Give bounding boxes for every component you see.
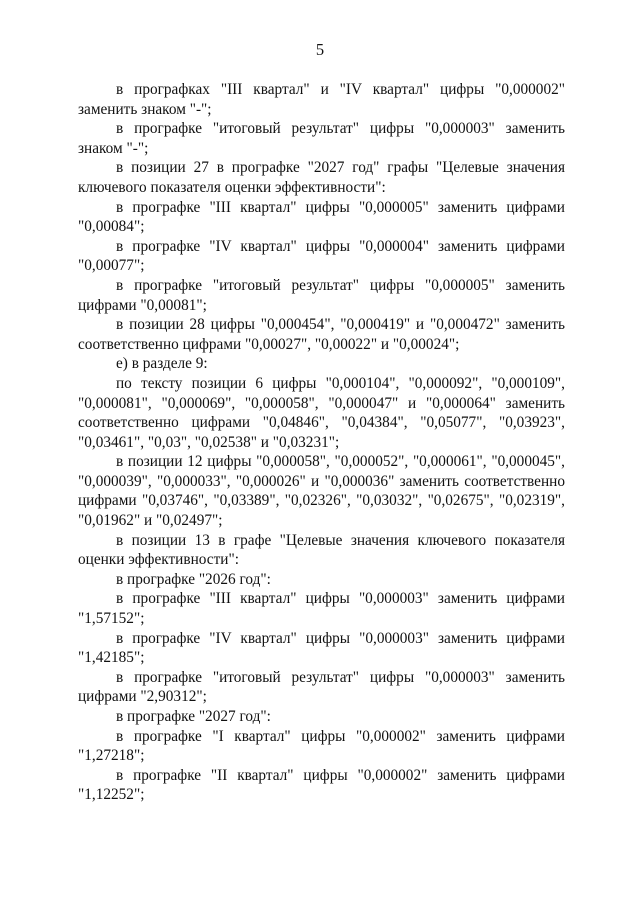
paragraph: в прографке "2026 год":	[116, 570, 271, 588]
paragraph: в прографке "IV квартал" цифры "0,000004" заменить цифрами "0,00077";	[78, 237, 565, 275]
paragraph: в позиции 12 цифры "0,000058", "0,000052", "0,000061", "0,000045", "0,000039", "0,000033", "0,000026" и "0,000036" заменить соответственно цифрами "0,03746", "0,03389", "0,02326", "0,03032", "0,02675", "0,02319", "0,01962" и "0,02497";	[78, 453, 565, 530]
paragraph: в прографке "2027 год":	[116, 708, 271, 725]
paragraph: в прографке "IV квартал" цифры "0,000003" заменить цифрами "1,42185";	[78, 629, 565, 667]
document-body	[78, 80, 565, 805]
paragraph: в позиции 13 в графе "Целевые значения ключевого показателя оценки эффективности":	[78, 531, 565, 569]
paragraph: в позиции 27 в прографке "2027 год" графы "Целевые значения ключевого показателя оценки эффективности":	[78, 159, 565, 196]
paragraph: е) в разделе 9:	[116, 355, 208, 373]
paragraph: в прографке "III квартал" цифры "0,000005" заменить цифрами "0,00084";	[78, 198, 565, 236]
paragraph: в прографке "II квартал" цифры "0,000002" заменить цифрами "1,12252";	[78, 766, 565, 804]
paragraph: в прографке "итоговый результат" цифры "0,000003" заменить знаком "-";	[78, 120, 565, 157]
paragraph: по тексту позиции 6 цифры "0,000104", "0,000092", "0,000109", "0,000081", "0,000069", "0,000058", "0,000047" и "0,000064" заменить соответственно цифрами "0,04846", "0,04384", "0,05077", "0,03923", "0,03461", "0,03", "0,02538" и "0,03231";	[78, 374, 565, 451]
paragraph: в прографке "итоговый результат" цифры "0,000003" заменить цифрами "2,90312";	[78, 668, 565, 706]
page-number: 5	[315, 40, 325, 59]
paragraph: в прографке "III квартал" цифры "0,000003" заменить цифрами "1,57152";	[78, 590, 565, 628]
paragraph: в позиции 28 цифры "0,000454", "0,000419" и "0,000472" заменить соответственно цифрами "0,00027", "0,00022" и "0,00024";	[78, 316, 565, 353]
paragraph: в прографках "III квартал" и "IV квартал" цифры "0,000002" заменить знаком "-";	[78, 81, 565, 118]
paragraph: в прографке "I квартал" цифры "0,000002" заменить цифрами "1,27218";	[78, 727, 565, 765]
paragraph: в прографке "итоговый результат" цифры "0,000005" заменить цифрами "0,00081";	[78, 276, 565, 314]
